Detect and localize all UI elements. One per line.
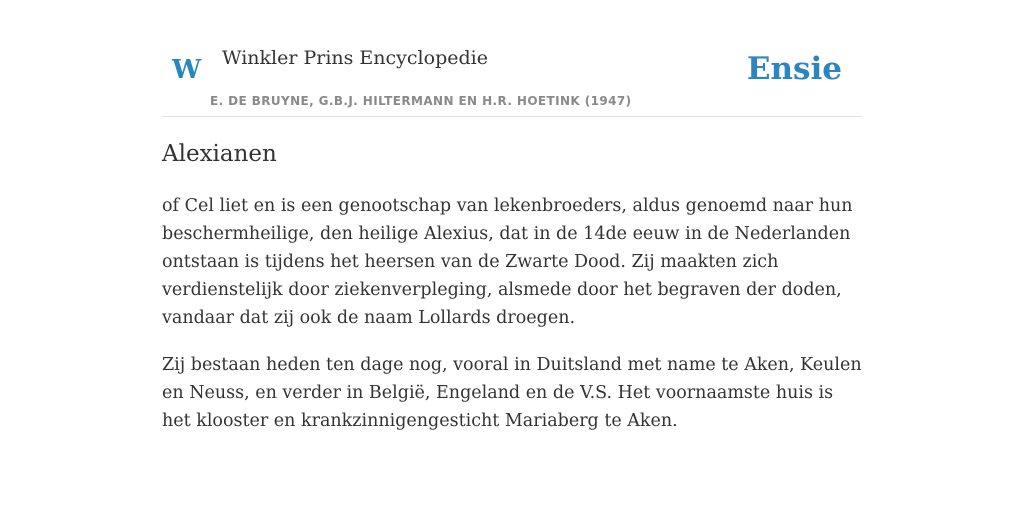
ensie-logo[interactable]: Ensie — [746, 51, 842, 87]
entry-body — [162, 192, 862, 435]
entry-paragraph: Zij bestaan heden ten dage nog, vooral in Duitsland met name te Aken, Keulen en Neuss, en verder in België, Engeland en de V.S. Het voornaamste huis is het klooster en krankzinnigengesticht Mariaberg te Aken. — [162, 355, 862, 431]
publication-header — [162, 36, 862, 117]
entry-title: Alexianen — [162, 141, 277, 167]
publication-logo[interactable]: W — [172, 55, 202, 85]
entry-content — [162, 136, 862, 435]
publication-title[interactable]: Winkler Prins Encyclopedie — [222, 47, 488, 69]
entry-paragraph: of Cel liet en is een genootschap van lekenbroeders, aldus genoemd naar hun beschermheilige, den heilige Alexius, dat in de 14de eeuw in de Nederlanden ontstaan is tijdens het heersen van de Zwarte Dood. Zij maakten zich verdienstelijk door ziekenverpleging, alsmede door het begraven der doden, vandaar dat zij ook de naam Lollards droegen. — [162, 196, 853, 328]
publication-authors: E. DE BRUYNE, G.B.J. HILTERMANN EN H.R. HOETINK (1947) — [210, 94, 632, 108]
